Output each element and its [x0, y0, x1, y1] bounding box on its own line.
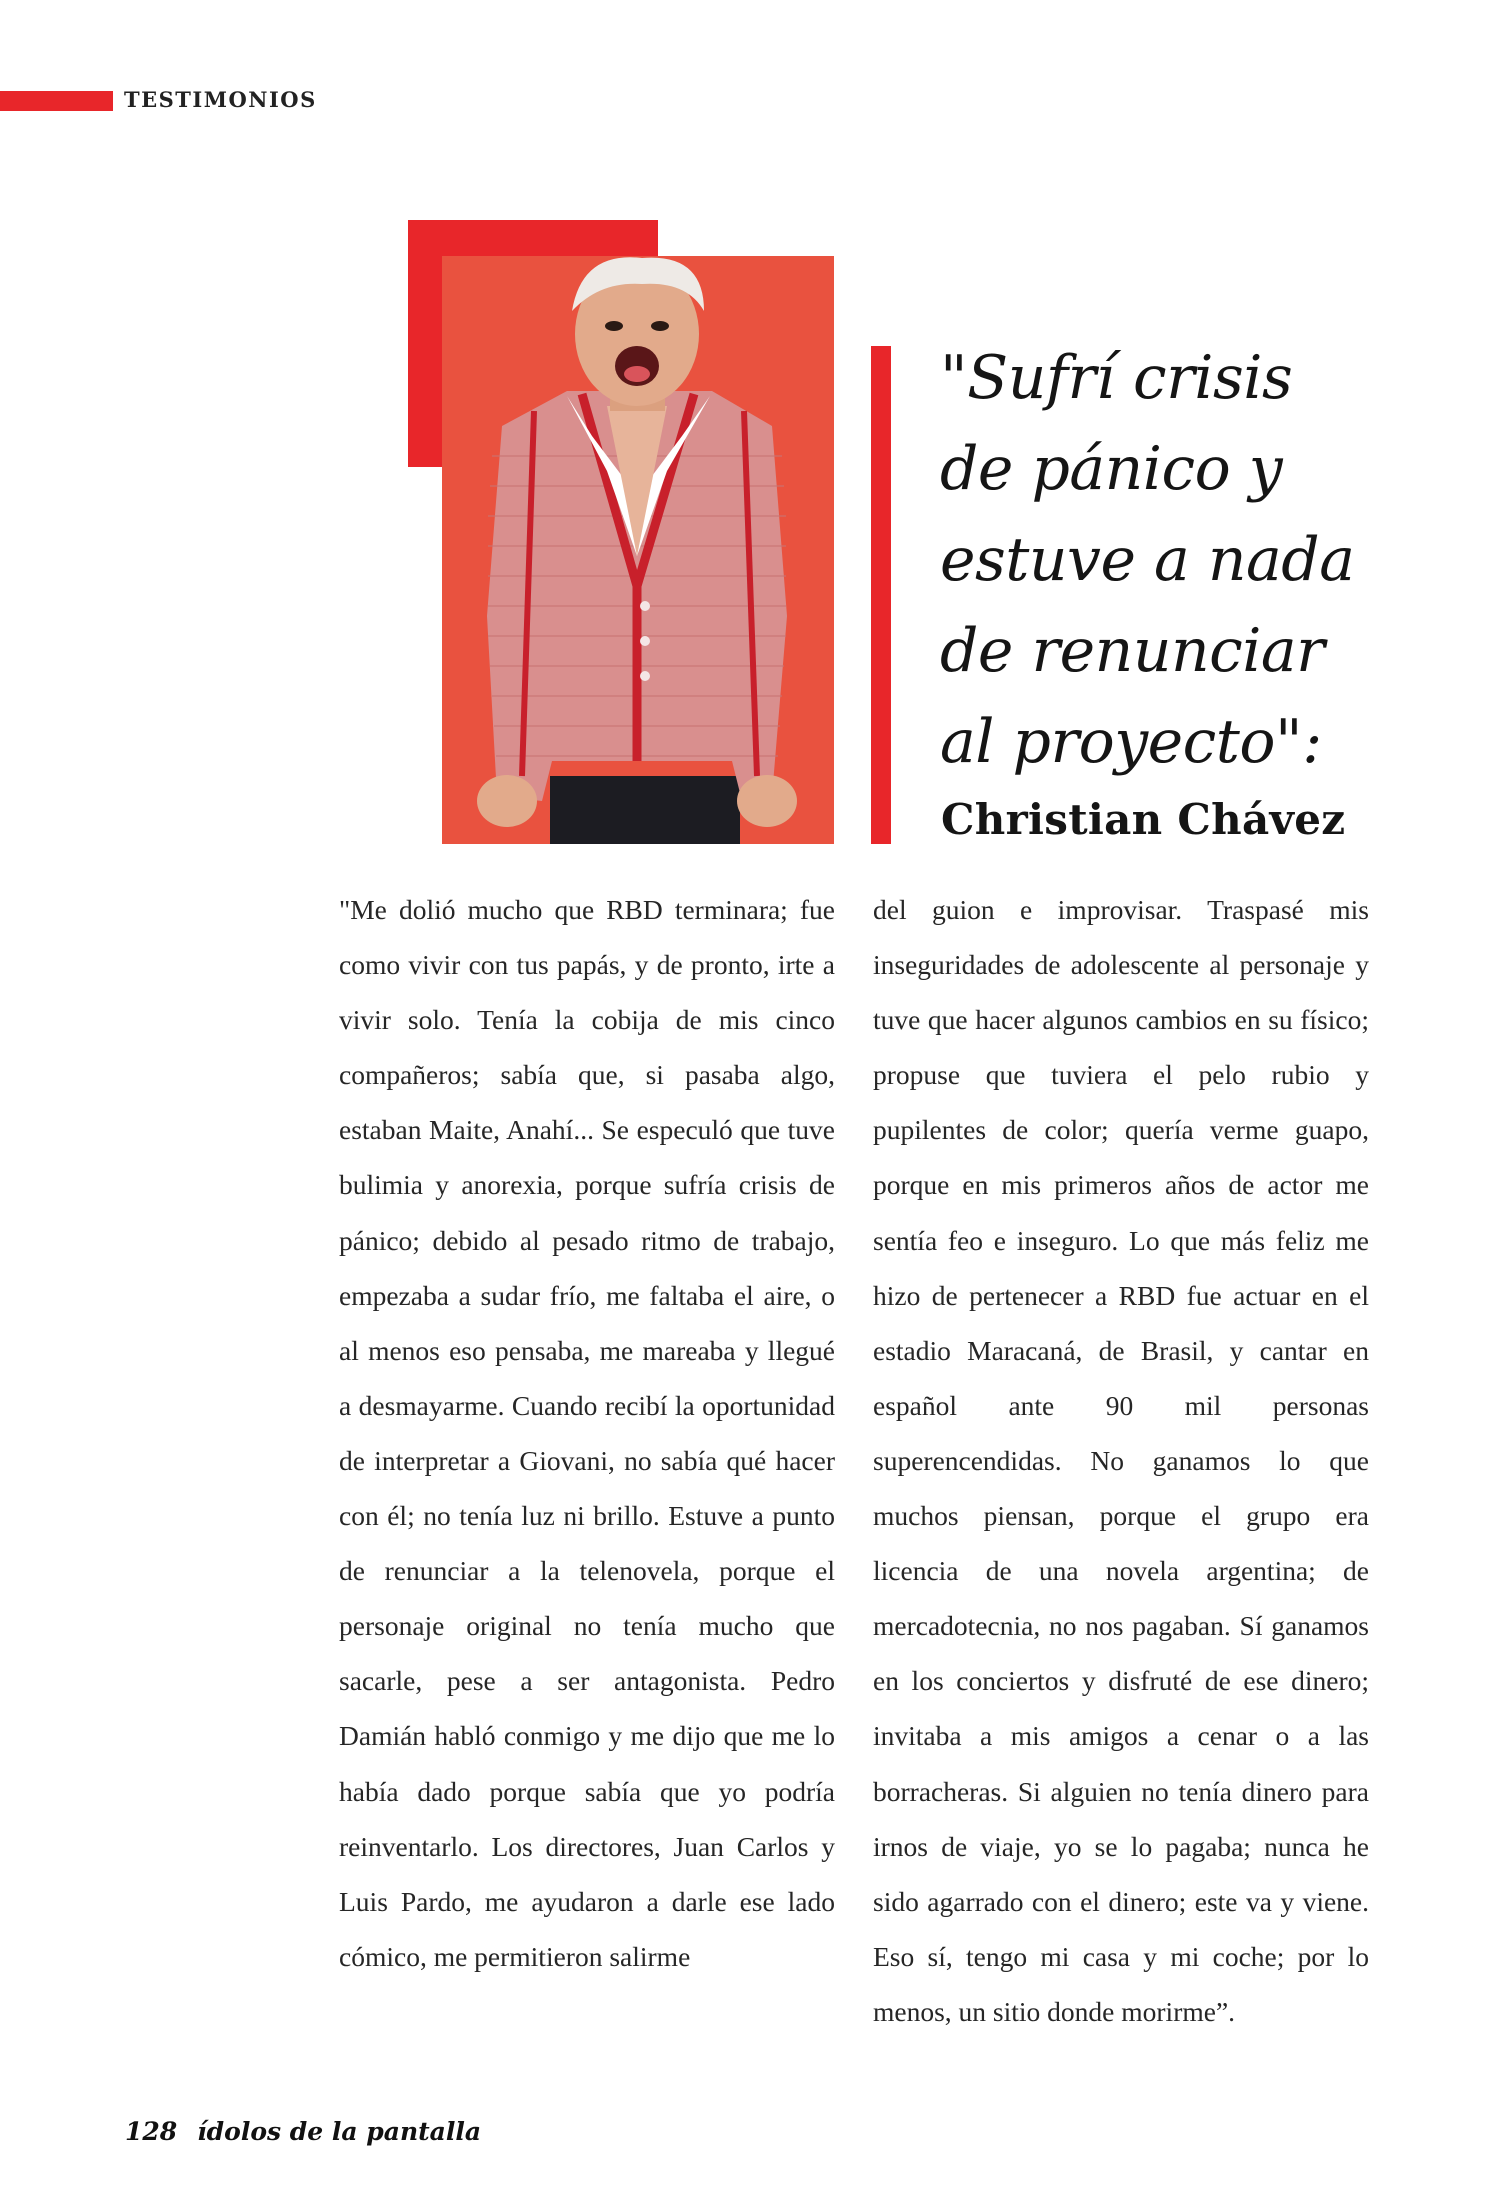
- portrait-illustration: [442, 256, 834, 844]
- article-column-right: del guion e improvisar. Traspasé mis inseguridades de adolescente al personaje y tuve que hacer algunos cambios en su físico; propuse que tuviera el pelo rubio y pupilentes de color; quería verme guapo, porque en mis primeros años de actor me sentía feo e inseguro. Lo que más feliz me hizo de pertenecer a RBD fue actuar en el estadio Maracaná, de Brasil, y cantar en español ante 90 mil personas superencendidas. No ganamos lo que muchos piensan, porque el grupo era licencia de una novela argentina; de mercadotecnia, no nos pagaban. Sí ganamos en los conciertos y disfruté de ese dinero; invitaba a mis amigos a cenar o a las borracheras. Si alguien no tenía dinero para irnos de viaje, yo se lo pagaba; nunca he sido agarrado con el dinero; este va y viene. Eso sí, tengo mi casa y mi coche; por lo menos, un sitio donde morirme”.: [873, 894, 1369, 2027]
- pull-quote-headline: "Sufrí crisis de pánico y estuve a nada de renunciar al proyecto":: [940, 343, 1355, 777]
- section-label: TESTIMONIOS: [124, 87, 317, 112]
- section-accent-bar: [0, 91, 113, 111]
- page-number: 128: [125, 2117, 178, 2146]
- article-column-left: "Me dolió mucho que RBD terminara; fue como vivir con tus papás, y de pronto, irte a vivir solo. Tenía la cobija de mis cinco compañeros; sabía que, si pasaba algo, estaban Maite, Anahí... Se especuló que tuve bulimia y anorexia, porque sufría crisis de pánico; debido al pesado ritmo de trabajo, empezaba a sudar frío, me faltaba el aire, o al menos eso pensaba, me mareaba y llegué a desmayarme. Cuando recibí la oportunidad de interpretar a Giovani, no sabía qué hacer con él; no tenía luz ni brillo. Estuve a punto de renunciar a la telenovela, porque el personaje original no tenía mucho que sacarle, pese a ser antagonista. Pedro Damián habló conmigo y me dijo que me lo había dado porque sabía que yo podría reinventarlo. Los directores, Juan Carlos y Luis Pardo, me ayudaron a darle ese lado cómico, me permitieron salirme: [339, 894, 835, 1972]
- byline: Christian Chávez: [941, 795, 1346, 844]
- publication-name: ídolos de la pantalla: [197, 2117, 482, 2146]
- quote-accent-bar: [871, 346, 891, 844]
- page-footer: [125, 2117, 481, 2146]
- portrait-photo: [442, 256, 834, 844]
